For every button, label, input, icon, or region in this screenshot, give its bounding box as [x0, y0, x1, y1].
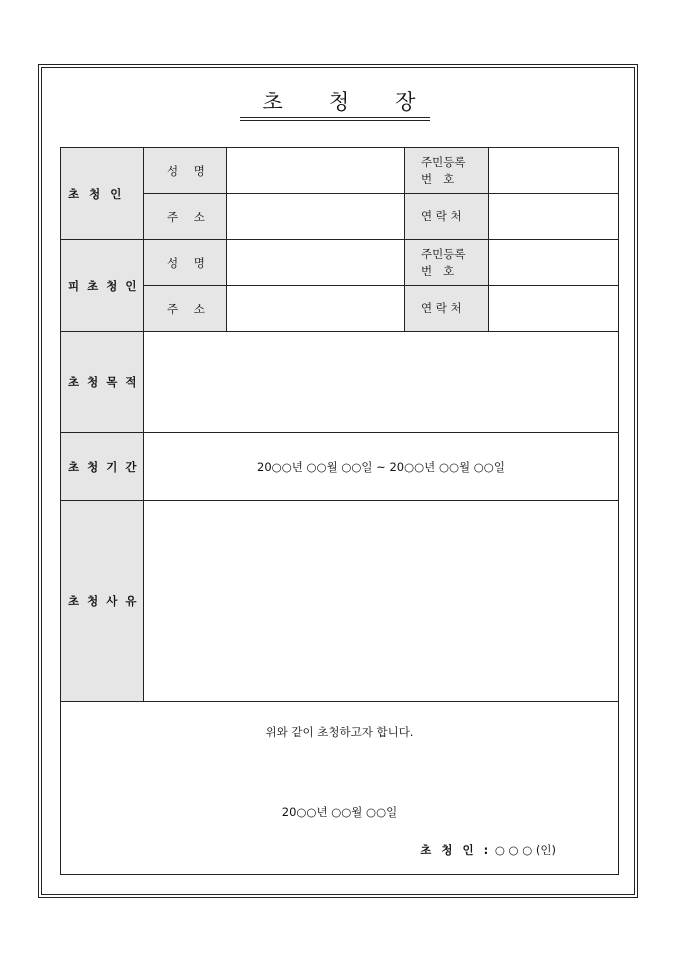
inviter-id-label: [405, 148, 489, 194]
period-row: [61, 433, 619, 501]
inviter-id-field[interactable]: [489, 148, 619, 194]
invitee-id-label: [405, 240, 489, 286]
invitee-address-row: [61, 286, 619, 332]
inviter-contact-field[interactable]: [489, 194, 619, 240]
invitee-id-label-line2: 번 호: [421, 263, 455, 278]
inviter-address-row: [61, 194, 619, 240]
title-char-1: 초: [262, 90, 285, 114]
purpose-field[interactable]: [144, 332, 619, 433]
invitee-header: 피 초 청 인: [61, 240, 144, 332]
purpose-row: [61, 332, 619, 433]
document-title: [0, 86, 680, 116]
inviter-name-label: 성 명: [144, 148, 227, 194]
title-char-3: 장: [395, 90, 418, 114]
period-field[interactable]: 20○○년 ○○월 ○○일 ~ 20○○년 ○○월 ○○일: [144, 433, 619, 501]
reason-label: 초 청 사 유: [61, 501, 144, 702]
reason-field[interactable]: [144, 501, 619, 702]
inviter-contact-label: 연 락 처: [405, 194, 489, 240]
signature-inviter: [420, 842, 556, 858]
inviter-address-field[interactable]: [227, 194, 405, 240]
inviter-id-label-line1: 주민등록: [421, 154, 466, 169]
signature-statement: 위와 같이 초청하고자 합니다.: [265, 725, 414, 739]
inviter-address-label: 주 소: [144, 194, 227, 240]
title-underline-bottom: [240, 120, 430, 121]
invitee-contact-field[interactable]: [489, 286, 619, 332]
title-underline-top: [240, 117, 430, 118]
purpose-label: 초 청 목 적: [61, 332, 144, 433]
period-label: 초 청 기 간: [61, 433, 144, 501]
signature-row: [61, 702, 619, 875]
inviter-name-field[interactable]: [227, 148, 405, 194]
signature-inviter-label: 초 청 인 :: [420, 843, 492, 857]
signature-date[interactable]: 20○○년 ○○월 ○○일: [281, 805, 398, 819]
invitee-address-label: 주 소: [144, 286, 227, 332]
inviter-header: 초 청 인: [61, 148, 144, 240]
invitee-id-field[interactable]: [489, 240, 619, 286]
inviter-id-label-line2: 번 호: [421, 171, 455, 186]
title-char-2: 청: [328, 90, 352, 114]
invitee-address-field[interactable]: [227, 286, 405, 332]
invitation-form-table: [60, 147, 619, 875]
invitee-name-field[interactable]: [227, 240, 405, 286]
signature-inviter-value[interactable]: ○ ○ ○ (인): [494, 843, 556, 857]
inviter-name-row: [61, 148, 619, 194]
signature-cell: [61, 702, 619, 875]
invitee-id-label-line1: 주민등록: [421, 246, 466, 261]
invitee-contact-label: 연 락 처: [405, 286, 489, 332]
invitee-name-row: [61, 240, 619, 286]
invitee-name-label: 성 명: [144, 240, 227, 286]
reason-row: [61, 501, 619, 702]
